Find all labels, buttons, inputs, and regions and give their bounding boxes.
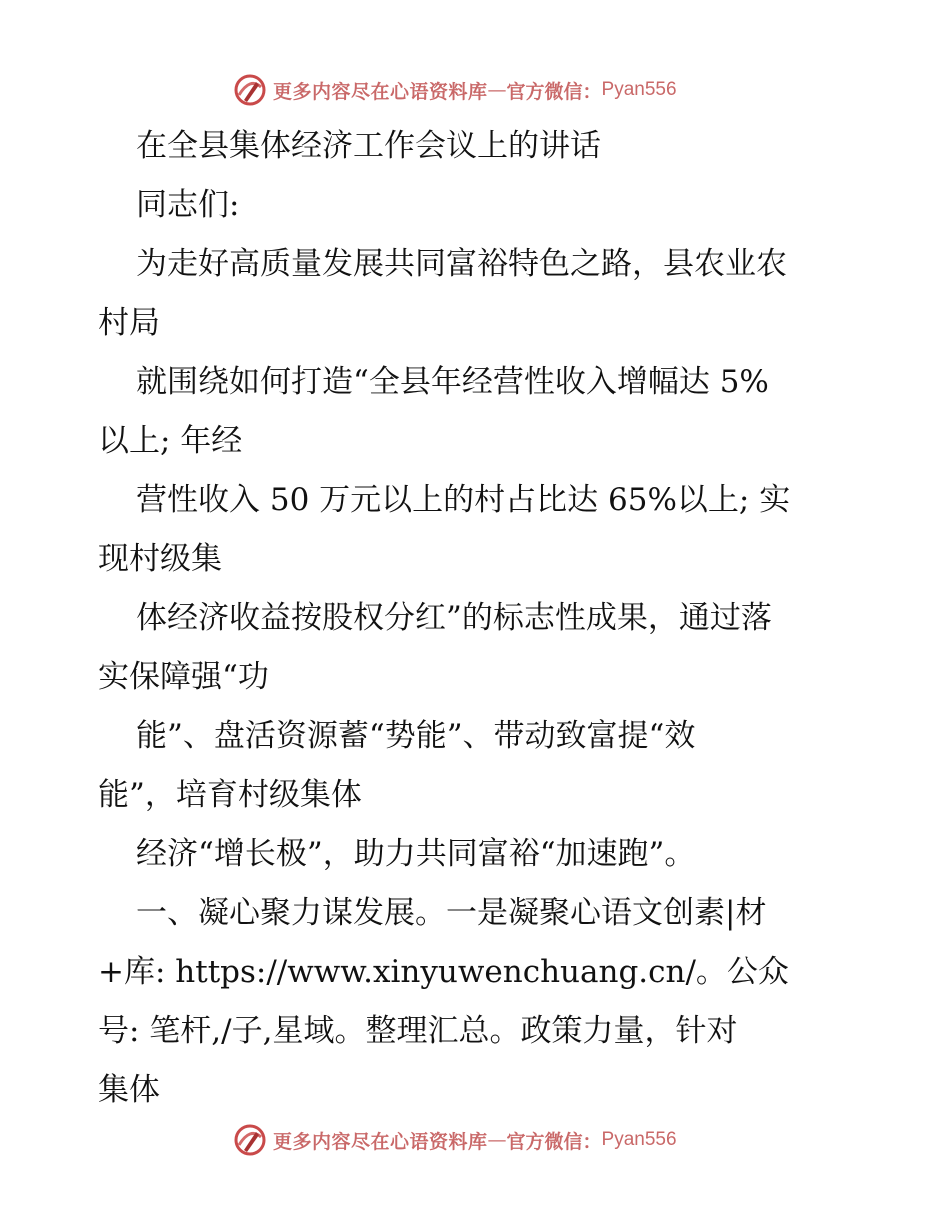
text-line: +库: https://www.xinyuwenchuang.cn/。公众	[98, 954, 789, 990]
document-body	[98, 117, 858, 1120]
watermark-banner-bottom	[233, 1120, 677, 1160]
text-line: 营性收入 50 万元以上的村占比达 65%以上; 实	[136, 482, 791, 518]
text-line: 号: 笔杆,/子,星域。整理汇总。政策力量，针对	[98, 1013, 738, 1049]
text-line: 同志们:	[136, 187, 240, 223]
watermark-banner-top	[233, 70, 677, 110]
text-line: 以上; 年经	[98, 423, 243, 459]
text-line: 经济“增长极”，助力共同富裕“加速跑”。	[136, 836, 696, 872]
watermark-wechat-label: 官方微信：	[506, 1130, 602, 1153]
pen-logo-icon	[233, 1123, 267, 1157]
watermark-site-text: 更多内容尽在心语资料库	[273, 1130, 488, 1153]
text-line: 能”、盘活资源蓄“势能”、带动致富提“效	[136, 718, 696, 754]
text-line: 一、凝心聚力谋发展。一是凝聚心语文创素|材	[136, 895, 767, 931]
text-line: 就围绕如何打造“全县年经营性收入增幅达 5%	[136, 364, 769, 400]
text-line: 为走好高质量发展共同富裕特色之路，县农业农	[136, 246, 787, 282]
watermark-site-text: 更多内容尽在心语资料库	[273, 80, 488, 103]
text-line: 实保障强“功	[98, 659, 269, 695]
watermark-wechat-id: Pyan556	[601, 79, 677, 100]
text-line: 村局	[98, 305, 160, 341]
text-line: 能”，培育村级集体	[98, 777, 362, 813]
watermark-separator: —	[487, 1129, 507, 1151]
pen-logo-icon	[233, 73, 267, 107]
text-line: 体经济收益按股权分红”的标志性成果，通过落	[136, 600, 772, 636]
watermark-wechat-id: Pyan556	[601, 1129, 677, 1150]
text-line: 在全县集体经济工作会议上的讲话	[136, 128, 601, 164]
watermark-separator: —	[487, 79, 507, 101]
text-line: 集体	[98, 1072, 160, 1108]
text-line: 现村级集	[98, 541, 222, 577]
watermark-wechat-label: 官方微信：	[506, 80, 602, 103]
